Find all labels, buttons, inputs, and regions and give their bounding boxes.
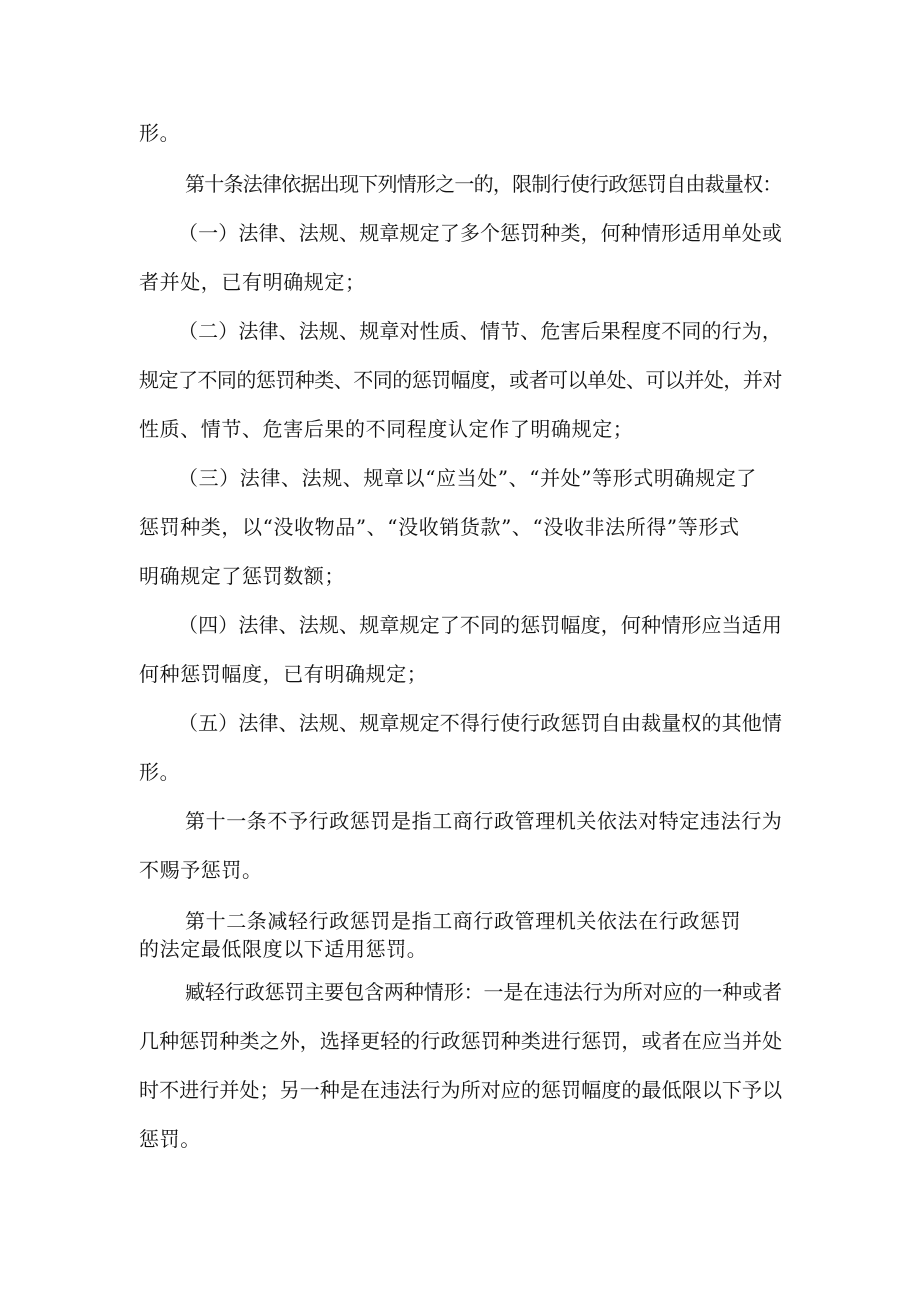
text-line: （五）法律、法规、规章规定不得行使行政惩罚自由裁量权的其他情 bbox=[178, 711, 782, 735]
text-line: 第十二条减轻行政惩罚是指工商行政管理机关依法在行政惩罚 bbox=[185, 909, 742, 933]
text-line: （三）法律、法规、规章以“应当处”、“并处”等形式明确规定了 bbox=[178, 466, 757, 490]
text-line: 性质、情节、危害后果的不同程度认定作了明确规定； bbox=[139, 417, 634, 441]
text-line: （四）法律、法规、规章规定了不同的惩罚幅度，何种情形应当适用 bbox=[178, 613, 782, 637]
text-line: 惩罚种类，以“没收物品”、“没收销货款”、“没收非法所得”等形式 bbox=[139, 515, 740, 539]
text-line: 形。 bbox=[139, 121, 181, 145]
text-line: 形。 bbox=[139, 760, 181, 784]
text-line: 者并处，已有明确规定； bbox=[139, 270, 366, 294]
text-line: （一）法律、法规、规章规定了多个惩罚种类，何种情形适用单处或 bbox=[178, 221, 782, 245]
text-line: 几种惩罚种类之外，选择更轻的行政惩罚种类进行惩罚，或者在应当并处 bbox=[139, 1029, 783, 1053]
text-line: 惩罚。 bbox=[139, 1127, 201, 1151]
text-line: 臧轻行政惩罚主要包含两种情形：一是在违法行为所对应的一种或者 bbox=[185, 980, 782, 1004]
text-line: 第十条法律依据出现下列情形之一的，限制行使行政惩罚自由裁量权： bbox=[185, 172, 782, 196]
text-line: 何种惩罚幅度，已有明确规定； bbox=[139, 662, 428, 686]
text-line: 的法定最低限度以下适用惩罚。 bbox=[139, 937, 428, 961]
text-line: 规定了不同的惩罚种类、不同的惩罚幅度，或者可以单处、可以并处，并对 bbox=[139, 368, 782, 392]
text-line: 第十一条不予行政惩罚是指工商行政管理机关依法对特定违法行为 bbox=[185, 809, 783, 833]
text-line: 时不进行并处；另一种是在违法行为所对应的惩罚幅度的最低限以下予以 bbox=[139, 1078, 783, 1102]
text-line: 不赐予惩罚。 bbox=[139, 858, 263, 882]
text-line: （二）法律、法规、规章对性质、情节、危害后果程度不同的行为， bbox=[178, 319, 782, 343]
text-line: 明确规定了惩罚数额； bbox=[139, 564, 345, 588]
